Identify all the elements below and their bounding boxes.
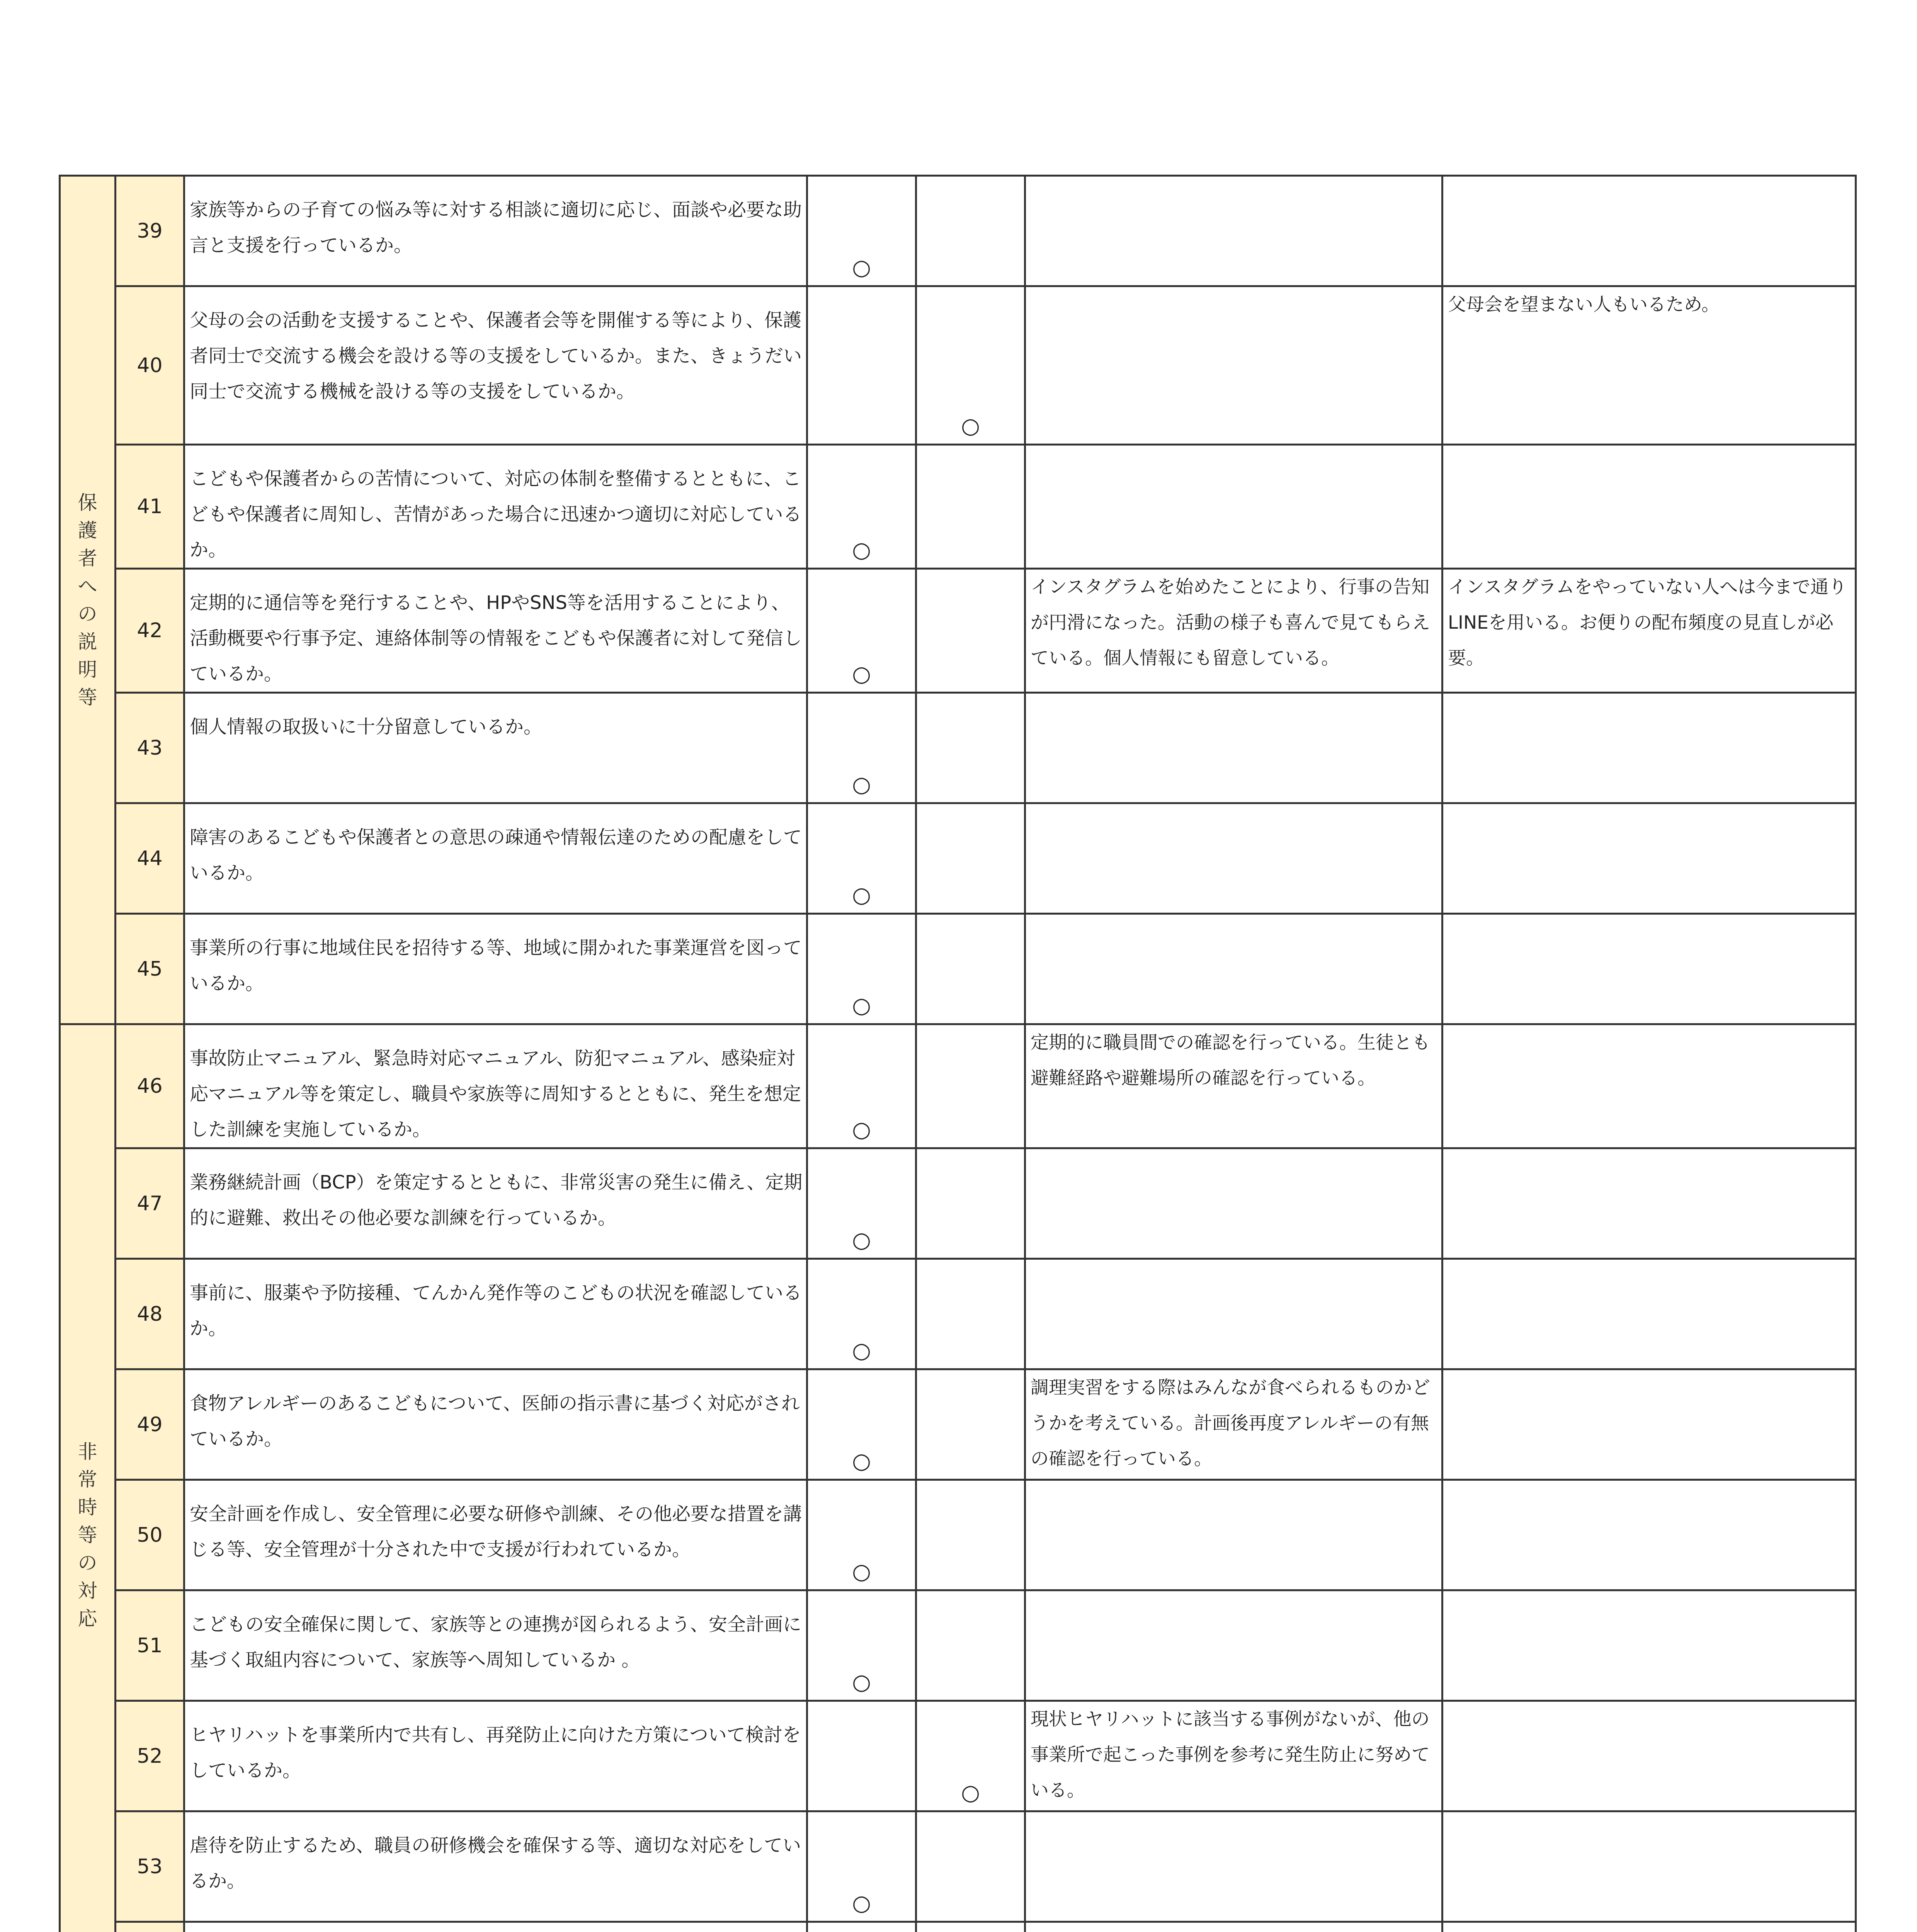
answer-yes-cell (807, 1590, 916, 1701)
item-number: 49 (116, 1369, 184, 1480)
item-number: 48 (116, 1259, 184, 1369)
staff-comment (1025, 1148, 1442, 1259)
answer-mark: ○ (852, 1670, 871, 1695)
item-number: 50 (116, 1480, 184, 1590)
question-text: こどもの安全確保に関して、家族等との連携が図られるよう、安全計画に基づく取組内容について、家族等へ周知しているか 。 (184, 1590, 807, 1701)
answer-yes-cell (807, 1922, 916, 1932)
question-text: 障害のあるこどもや保護者との意思の疎通や情報伝達のための配慮をしているか。 (184, 803, 807, 914)
answer-no-cell (916, 1148, 1025, 1259)
table-row (60, 1811, 1856, 1922)
staff-comment (1025, 1480, 1442, 1590)
item-number: 53 (116, 1811, 184, 1922)
answer-yes-cell (807, 1701, 916, 1811)
table-row (60, 1259, 1856, 1369)
staff-comment: 定期的に職員間での確認を行っている。生徒とも避難経路や避難場所の確認を行っている。 (1025, 1024, 1442, 1148)
answer-no-cell (916, 445, 1025, 569)
answer-no-cell (916, 1259, 1025, 1369)
answer-mark: ○ (852, 1338, 871, 1363)
improvement-comment (1442, 1024, 1856, 1148)
answer-yes-cell (807, 1148, 916, 1259)
answer-yes-cell (807, 803, 916, 914)
answer-yes-cell (807, 1811, 916, 1922)
answer-no-cell (916, 1922, 1025, 1932)
table-row (60, 1590, 1856, 1701)
table-row (60, 1369, 1856, 1480)
category-cell (60, 176, 116, 1024)
question-text: ヒヤリハットを事業所内で共有し、再発防止に向けた方策について検討をしているか。 (184, 1701, 807, 1811)
item-number: 42 (116, 569, 184, 693)
staff-comment (1025, 1922, 1442, 1932)
improvement-comment (1442, 1369, 1856, 1480)
answer-mark: ○ (852, 1559, 871, 1584)
item-number: 40 (116, 286, 184, 445)
question-text: 業務継続計画（BCP）を策定するとともに、非常災害の発生に備え、定期的に避難、救出その他必要な訓練を行っているか。 (184, 1148, 807, 1259)
answer-yes-cell (807, 693, 916, 803)
answer-mark: ○ (852, 537, 871, 563)
answer-yes-cell (807, 1369, 916, 1480)
item-number: 44 (116, 803, 184, 914)
improvement-comment: 父母会を望まない人もいるため。 (1442, 286, 1856, 445)
item-number: 46 (116, 1024, 184, 1148)
evaluation-table (59, 175, 1857, 1932)
answer-no-cell (916, 914, 1025, 1024)
improvement-comment (1442, 914, 1856, 1024)
answer-mark: ○ (852, 1117, 871, 1142)
table-row (60, 1922, 1856, 1932)
item-number: 41 (116, 445, 184, 569)
item-number: 47 (116, 1148, 184, 1259)
improvement-comment (1442, 1148, 1856, 1259)
answer-mark: ○ (852, 883, 871, 908)
table-row (60, 569, 1856, 693)
table-row (60, 176, 1856, 286)
improvement-comment (1442, 1259, 1856, 1369)
improvement-comment (1442, 1590, 1856, 1701)
table-row (60, 693, 1856, 803)
evaluation-rows (60, 176, 1856, 1932)
item-number (116, 1922, 184, 1932)
table-row (60, 445, 1856, 569)
category-label: 非常時等の対応 (78, 1440, 97, 1630)
category-label: 保護者への説明等 (78, 491, 97, 709)
improvement-comment (1442, 1480, 1856, 1590)
answer-no-cell (916, 1024, 1025, 1148)
table-row (60, 286, 1856, 445)
answer-no-cell (916, 1590, 1025, 1701)
item-number: 39 (116, 176, 184, 286)
question-text: 父母の会の活動を支援することや、保護者会等を開催する等により、保護者同士で交流する機会を設ける等の支援をしているか。また、きょうだい同士で交流する機械を設ける等の支援をしているか。 (184, 286, 807, 445)
table-row (60, 914, 1856, 1024)
table-row (60, 1148, 1856, 1259)
staff-comment (1025, 1590, 1442, 1701)
staff-comment (1025, 914, 1442, 1024)
staff-comment (1025, 445, 1442, 569)
question-text (184, 1922, 807, 1932)
category-cell (60, 1024, 116, 1932)
table-row (60, 1024, 1856, 1148)
answer-mark: ○ (961, 1780, 980, 1805)
answer-mark: ○ (852, 255, 871, 280)
improvement-comment (1442, 693, 1856, 803)
answer-no-cell (916, 1369, 1025, 1480)
answer-no-cell (916, 1811, 1025, 1922)
staff-comment (1025, 803, 1442, 914)
improvement-comment (1442, 176, 1856, 286)
table-row (60, 803, 1856, 914)
answer-yes-cell (807, 286, 916, 445)
answer-mark: ○ (852, 772, 871, 797)
evaluation-sheet (59, 175, 1855, 1932)
question-text: 虐待を防止するため、職員の研修機会を確保する等、適切な対応をしているか。 (184, 1811, 807, 1922)
table-row (60, 1480, 1856, 1590)
question-text: 食物アレルギーのあるこどもについて、医師の指示書に基づく対応がされているか。 (184, 1369, 807, 1480)
question-text: こどもや保護者からの苦情について、対応の体制を整備するとともに、こどもや保護者に周知し、苦情があった場合に迅速かつ適切に対応しているか。 (184, 445, 807, 569)
answer-mark: ○ (852, 1449, 871, 1474)
staff-comment (1025, 1811, 1442, 1922)
answer-no-cell (916, 803, 1025, 914)
answer-mark: ○ (852, 662, 871, 687)
improvement-comment (1442, 1701, 1856, 1811)
answer-no-cell (916, 1701, 1025, 1811)
staff-comment (1025, 1259, 1442, 1369)
answer-yes-cell (807, 1259, 916, 1369)
answer-mark: ○ (852, 1228, 871, 1253)
item-number: 43 (116, 693, 184, 803)
answer-yes-cell (807, 1024, 916, 1148)
improvement-comment (1442, 1811, 1856, 1922)
item-number: 51 (116, 1590, 184, 1701)
question-text: 事故防止マニュアル、緊急時対応マニュアル、防犯マニュアル、感染症対応マニュアル等を策定し、職員や家族等に周知するとともに、発生を想定した訓練を実施しているか。 (184, 1024, 807, 1148)
answer-no-cell (916, 176, 1025, 286)
answer-no-cell (916, 1480, 1025, 1590)
staff-comment: 調理実習をする際はみんなが食べられるものかどうかを考えている。計画後再度アレルギーの有無の確認を行っている。 (1025, 1369, 1442, 1480)
staff-comment: インスタグラムを始めたことにより、行事の告知が円滑になった。活動の様子も喜んで見てもらえている。個人情報にも留意している。 (1025, 569, 1442, 693)
answer-yes-cell (807, 445, 916, 569)
item-number: 52 (116, 1701, 184, 1811)
answer-no-cell (916, 286, 1025, 445)
answer-mark: ○ (961, 413, 980, 439)
staff-comment: 現状ヒヤリハットに該当する事例がないが、他の事業所で起こった事例を参考に発生防止に努めている。 (1025, 1701, 1442, 1811)
item-number: 45 (116, 914, 184, 1024)
answer-no-cell (916, 693, 1025, 803)
question-text: 事業所の行事に地域住民を招待する等、地域に開かれた事業運営を図っているか。 (184, 914, 807, 1024)
improvement-comment (1442, 803, 1856, 914)
answer-mark: ○ (852, 1891, 871, 1916)
question-text: 安全計画を作成し、安全管理に必要な研修や訓練、その他必要な措置を講じる等、安全管理が十分された中で支援が行われているか。 (184, 1480, 807, 1590)
answer-yes-cell (807, 1480, 916, 1590)
answer-yes-cell (807, 914, 916, 1024)
question-text: 家族等からの子育ての悩み等に対する相談に適切に応じ、面談や必要な助言と支援を行っているか。 (184, 176, 807, 286)
question-text: 定期的に通信等を発行することや、HPやSNS等を活用することにより、活動概要や行事予定、連絡体制等の情報をこどもや保護者に対して発信しているか。 (184, 569, 807, 693)
improvement-comment (1442, 1922, 1856, 1932)
answer-yes-cell (807, 176, 916, 286)
question-text: 事前に、服薬や予防接種、てんかん発作等のこどもの状況を確認しているか。 (184, 1259, 807, 1369)
staff-comment (1025, 176, 1442, 286)
answer-no-cell (916, 569, 1025, 693)
improvement-comment: インスタグラムをやっていない人へは今まで通りLINEを用いる。お便りの配布頻度の見直しが必要。 (1442, 569, 1856, 693)
question-text: 個人情報の取扱いに十分留意しているか。 (184, 693, 807, 803)
answer-mark: ○ (852, 993, 871, 1018)
table-row (60, 1701, 1856, 1811)
staff-comment (1025, 286, 1442, 445)
staff-comment (1025, 693, 1442, 803)
improvement-comment (1442, 445, 1856, 569)
answer-yes-cell (807, 569, 916, 693)
